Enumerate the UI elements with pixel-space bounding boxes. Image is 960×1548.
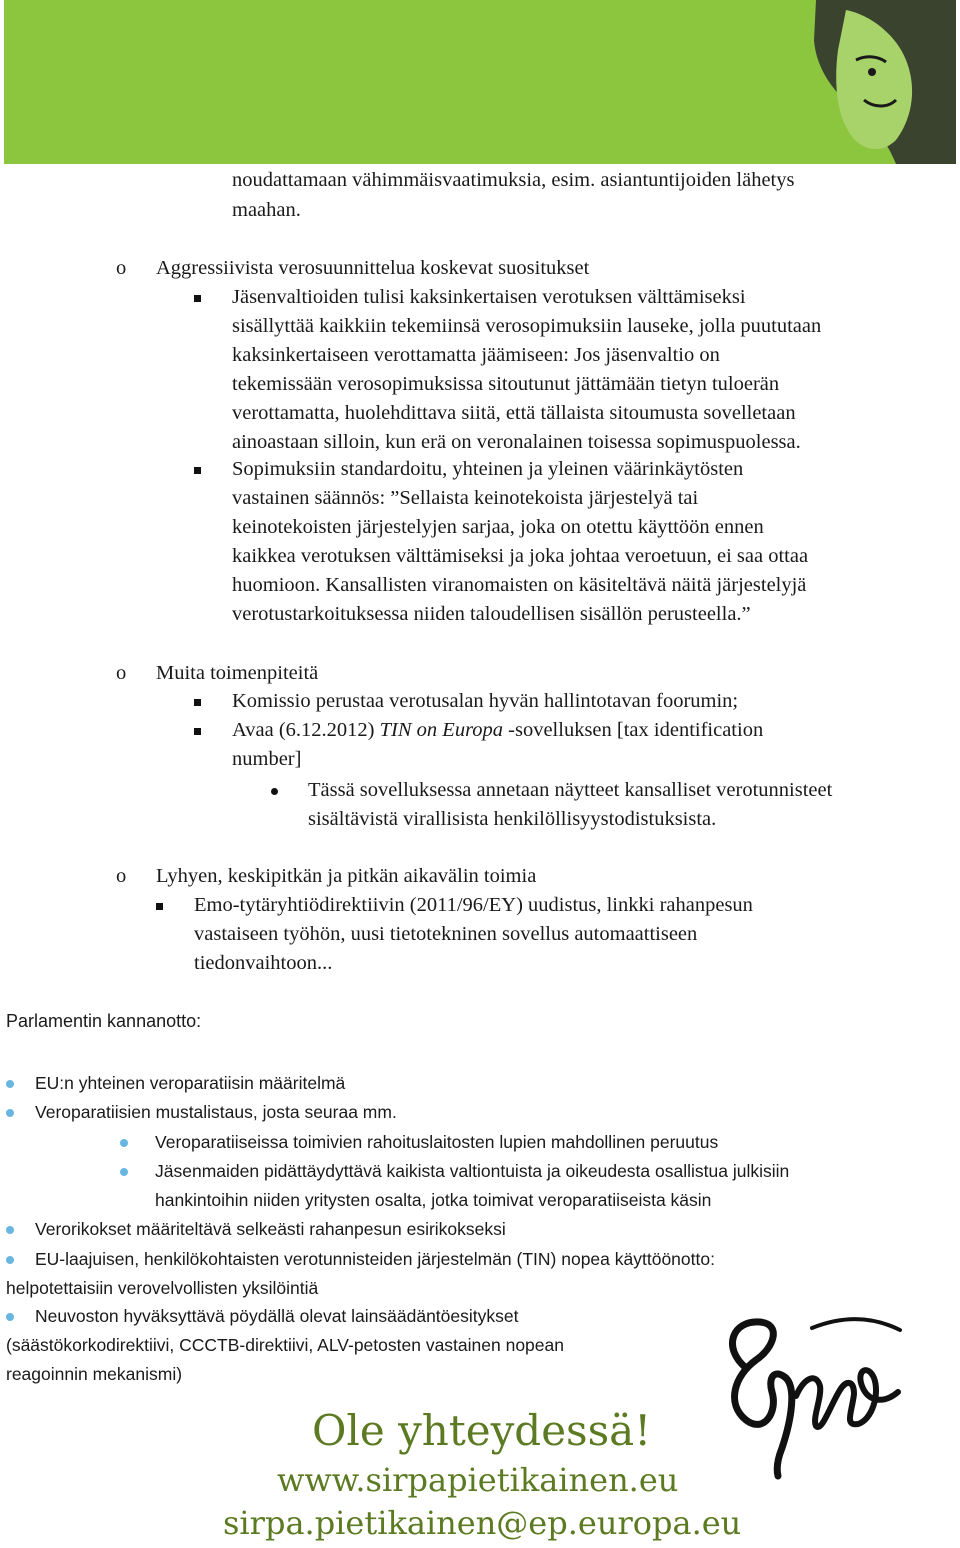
section-marker: o — [116, 257, 127, 279]
measure-line — [232, 716, 763, 746]
parliament-item: helpotettaisiin verovelvollisten yksilöintiä — [6, 1278, 319, 1298]
parliament-item: Neuvoston hyväksyttävä pöydällä olevat lainsäädäntöesitykset — [35, 1306, 519, 1326]
parliament-item: (säästökorkodirektiivi, CCCTB-direktiivi, ALV-petosten vastainen nopean — [6, 1335, 564, 1355]
parliament-item: EU:n yhteinen veroparatiisin määritelmä — [35, 1073, 346, 1093]
measure-subline: sisältävistä virallisista henkilöllisyystodistuksista. — [308, 808, 717, 830]
measure-text: -sovelluksen [tax identification — [503, 719, 764, 741]
square-bullet-icon — [156, 903, 163, 910]
measure-text: Avaa (6.12.2012) — [232, 719, 380, 741]
parliament-subitem: Veroparatiiseissa toimivien rahoituslaitosten lupien mahdollinen peruutus — [155, 1132, 719, 1152]
portrait-image — [696, 0, 956, 164]
parliament-item: Veroparatiisien mustalistaus, josta seuraa mm. — [35, 1102, 397, 1122]
intro-line: maahan. — [232, 199, 301, 221]
parliament-item: reagoinnin mekanismi) — [6, 1364, 183, 1384]
timeline-line: Emo-tytäryhtiödirektiivin (2011/96/EY) uudistus, linkki rahanpesun — [194, 894, 753, 916]
measure-subline: Tässä sovelluksessa annetaan näytteet kansalliset verotunnisteet — [308, 779, 833, 801]
bullet-icon — [6, 1109, 14, 1117]
signature-image — [712, 1308, 908, 1484]
section-title-other: Muita toimenpiteitä — [156, 662, 319, 684]
square-bullet-icon — [194, 699, 201, 706]
parliament-item: Verorikokset määriteltävä selkeästi rahanpesun esirikokseksi — [35, 1219, 506, 1239]
recommendation-line: sisällyttää kaikkiin tekemiinsä verosopimuksiin lauseke, jolla puututaan — [232, 315, 822, 337]
recommendation-line: ainoastaan silloin, kun erä on veronalainen toisessa sopimuspuolessa. — [232, 431, 801, 453]
bullet-icon — [6, 1256, 14, 1264]
parliament-item: EU-laajuisen, henkilökohtaisten verotunnisteiden järjestelmän (TIN) nopea käyttöönotto: — [35, 1249, 715, 1269]
recommendation-line: keinotekoisten järjestelyjen sarjaa, joka on otettu käyttöön ennen — [232, 516, 764, 538]
recommendation-line: huomioon. Kansallisten viranomaisten on käsiteltävä näitä järjestelyjä — [232, 574, 807, 596]
header-banner — [4, 0, 956, 164]
bullet-icon — [120, 1168, 128, 1176]
bullet-icon — [6, 1226, 14, 1234]
contact-heading: Ole yhteydessä! — [312, 1406, 652, 1455]
round-bullet-icon — [271, 788, 278, 795]
section-marker: o — [116, 662, 127, 684]
parliament-subitem: Jäsenmaiden pidättäydyttävä kaikista valtiontuista ja oikeudesta osallistua julkisiin — [155, 1161, 790, 1181]
bullet-icon — [6, 1313, 14, 1321]
section-title-timeline: Lyhyen, keskipitkän ja pitkän aikavälin toimia — [156, 865, 537, 887]
section-marker: o — [116, 865, 127, 887]
timeline-line: vastaiseen työhön, uusi tietotekninen sovellus automaattiseen — [194, 923, 698, 945]
recommendation-line: vastainen säännös: ”Sellaista keinotekoista järjestelyä tai — [232, 487, 699, 509]
measure-line: Komissio perustaa verotusalan hyvän hallintotavan foorumin; — [232, 690, 739, 712]
section-title-aggressive: Aggressiivista verosuunnittelua koskevat suositukset — [156, 257, 590, 279]
recommendation-line: verottamatta, huolehdittava siitä, että tällaista sitoumusta sovelletaan — [232, 402, 796, 424]
measure-line: number] — [232, 748, 302, 770]
bullet-icon — [6, 1080, 14, 1088]
recommendation-line: tekemissään verosopimuksissa sitoutunut jättämään tietyn tuloerän — [232, 373, 780, 395]
recommendation-line: Jäsenvaltioiden tulisi kaksinkertaisen verotuksen välttämiseksi — [232, 286, 746, 308]
recommendation-line: verotustarkoituksessa niiden taloudellisen sisällön perusteella.” — [232, 603, 751, 625]
timeline-line: tiedonvaihtoon... — [194, 952, 333, 974]
recommendation-line: kaikkea verotuksen välttämiseksi ja joka johtaa veroetuun, ei saa ottaa — [232, 545, 809, 567]
parliament-subitem: hankintoihin niiden yritysten osalta, jotka toimivat veroparatiiseista käsin — [155, 1190, 712, 1210]
intro-line: noudattamaan vähimmäisvaatimuksia, esim. asiantuntijoiden lähetys — [232, 169, 795, 191]
square-bullet-icon — [194, 295, 201, 302]
square-bullet-icon — [194, 467, 201, 474]
website-link[interactable]: www.sirpapietikainen.eu — [277, 1461, 679, 1499]
recommendation-line: Sopimuksiin standardoitu, yhteinen ja yleinen väärinkäytösten — [232, 458, 744, 480]
bullet-icon — [120, 1139, 128, 1147]
app-name: TIN on Europa — [379, 719, 504, 741]
recommendation-line: kaksinkertaiseen verottamatta jäämiseen: Jos jäsenvaltio on — [232, 344, 720, 366]
parliament-heading: Parlamentin kannanotto: — [6, 1011, 202, 1031]
square-bullet-icon — [194, 728, 201, 735]
email-link[interactable]: sirpa.pietikainen@ep.europa.eu — [223, 1504, 742, 1542]
